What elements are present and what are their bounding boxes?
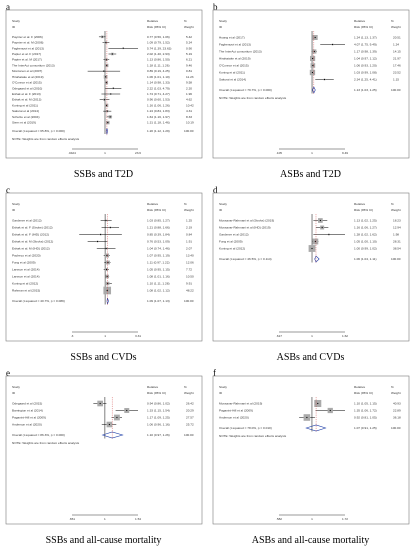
col-rr-header-2: Risk (95% CI) (354, 25, 374, 29)
weight-text: 26.42 (186, 401, 194, 406)
axis-tick-right: 9.49 (341, 151, 349, 155)
study-label: Eshak et al. M (2013) (12, 97, 42, 102)
ci-text: 1.04 (0.74, 1.46) (147, 246, 170, 251)
point-estimate (105, 76, 106, 77)
overall-label: Overall (I-squared = 79.7%, p = 0.000) (219, 88, 272, 92)
panel-letter: b (213, 2, 218, 12)
point-estimate (330, 410, 331, 411)
point-estimate (110, 227, 111, 228)
ci-text: 1.64 (1.16, 1.97) (147, 114, 170, 119)
ci-text: 1.07 (0.95, 1.19) (147, 253, 170, 258)
axis-tick-center: 1 (104, 517, 106, 521)
col-weight-header: % (184, 385, 187, 389)
point-estimate (110, 93, 111, 94)
point-estimate (315, 37, 316, 38)
overall-diamond (312, 87, 315, 93)
weight-text: 23.52 (393, 70, 401, 75)
panel-c (0, 183, 207, 366)
col-study-header: Study (219, 19, 227, 23)
weight-text: 1.24 (393, 42, 400, 47)
weight-text: 2.20 (186, 86, 193, 91)
ci-text: 1.08 (1.01, 1.16) (147, 274, 170, 279)
overall-label: Overall (I-squared = 65.8%, p = 0.000) (12, 129, 65, 134)
col-weight-header-2: Weight (391, 25, 401, 29)
panel-frame (6, 376, 202, 524)
ci-text: 1.17 (1.09, 1.25) (147, 415, 170, 420)
study-label: Eshak et al. F (IHD) (2012) (12, 232, 49, 237)
col-study-header: Study (12, 202, 20, 206)
axis-tick-left: .651 (68, 517, 76, 521)
study-label: Koning et al (2012) (12, 281, 39, 286)
study-label: Koning et al (2012) (219, 246, 246, 251)
point-estimate (123, 48, 124, 49)
study-label: Odegaard et al (2015) (12, 401, 43, 406)
study-label: Eshak et al. F (Stroke) (2012) (12, 225, 53, 230)
axis-tick-right: 1.62 (341, 334, 349, 338)
ci-text: 1.05 (1.00, 1.10) (354, 239, 377, 244)
ci-text: 1.35 (1.06, 1.72) (354, 408, 377, 413)
ci-text: 1.04 (0.97, 1.12) (354, 56, 377, 61)
col-weight-header-2: Weight (184, 391, 194, 395)
forest-plot (207, 2, 414, 167)
ci-text: 1.06 (0.93, 1.20) (354, 63, 377, 68)
point-estimate (105, 220, 106, 221)
weight-text: 12.06 (186, 260, 194, 265)
col-id-header: ID (219, 25, 223, 29)
col-id-header: ID (12, 25, 16, 29)
overall-weight-text: 100.00 (391, 257, 401, 261)
study-label: Paganini-Hill et al (2009) (219, 408, 253, 413)
point-estimate (109, 424, 110, 425)
col-rr-header-2: Risk (95% CI) (147, 391, 167, 395)
point-estimate (324, 79, 325, 80)
weights-note: NOTE: Weights are from random effects analysis (219, 434, 287, 438)
ci-text: 1.06 (0.96, 1.16) (147, 422, 170, 427)
study-label: The InterAct consortium (2013) (12, 63, 55, 68)
weight-text: 5.19 (186, 52, 193, 56)
point-estimate (312, 65, 313, 66)
study-label: Hirahatake et al (2019) (219, 56, 251, 61)
ci-text: 1.13 (1.02, 1.25) (354, 218, 377, 223)
weight-text: 8.33 (186, 114, 193, 119)
study-label: Fagherazzi et al (2013) (219, 42, 251, 47)
weight-text: 27.57 (186, 415, 194, 420)
axis-tick-left: .105 (275, 151, 283, 155)
col-weight-header-2: Weight (391, 391, 401, 395)
panel-caption: SSBs and T2D (73, 169, 134, 180)
ci-text: 1.08 (1.02, 1.12) (147, 288, 170, 293)
weight-text: 10.42 (186, 103, 194, 108)
ci-text: 1.10 (1.05, 1.15) (354, 401, 377, 406)
study-label: Mossavar-Rahmani et al (IHD) (2019) (219, 225, 271, 230)
study-label: Rahman et al (2015) (12, 288, 41, 293)
weight-text: 0.81 (186, 69, 193, 74)
point-estimate (312, 58, 313, 59)
axis-tick-right: 3.31 (134, 334, 142, 338)
overall-diamond (103, 432, 123, 438)
weight-text: 40.93 (393, 401, 401, 406)
study-label: Eshak et al. F (2013) (12, 92, 41, 96)
study-label: Paynter et al. M (2006) (12, 40, 44, 45)
weights-note: NOTE: Weights are from random effects analysis (12, 137, 80, 142)
forest-plot (0, 185, 207, 350)
weight-text: 48.22 (186, 288, 194, 293)
weight-text: 4.31 (186, 109, 193, 114)
col-weight-header: % (391, 202, 394, 206)
axis-tick-right: 23.6 (134, 151, 142, 155)
col-id-header: ID (12, 391, 16, 395)
col-weight-header: % (391, 19, 394, 23)
point-estimate (306, 417, 307, 418)
weight-text: 5.24 (186, 40, 193, 45)
weight-text: 1.96 (186, 92, 193, 96)
overall-ci-text: 1.07 (0.91, 1.25) (354, 426, 377, 430)
ci-text: 1.31 (1.18, 1.46) (147, 120, 170, 125)
col-rr-header-2: Risk (95% CI) (147, 25, 167, 29)
ci-text: 1.06 (1.01, 1.10) (147, 74, 170, 79)
panel-frame (213, 10, 409, 158)
weight-text: 28.31 (393, 239, 401, 244)
col-id-header: ID (219, 391, 223, 395)
ci-text: 1.28 (1.02, 1.62) (354, 232, 377, 237)
weight-text: 10.50 (186, 274, 194, 279)
forest-plot (0, 2, 207, 167)
point-estimate (106, 269, 107, 270)
panel-caption: ASBs and CVDs (276, 352, 345, 363)
ci-text: 1.03 (0.99, 1.08) (354, 70, 377, 75)
col-rr-header-2: Risk (95% CI) (147, 208, 167, 212)
axis-tick-center: 1 (104, 151, 106, 155)
ci-text: 1.16 (1.06, 1.27) (354, 225, 377, 230)
ci-text: 1.18 (1.11, 1.26) (147, 63, 170, 68)
panel-caption: SSBs and CVDs (70, 352, 137, 363)
study-label: Sakurai et al (2014) (219, 77, 246, 82)
ci-text: 0.85 (0.39, 1.84) (147, 232, 170, 237)
panel-letter: d (213, 185, 218, 195)
weights-note: NOTE: Weights are from random effects analysis (12, 441, 80, 445)
study-label: O'Connor et al (2015) (12, 80, 42, 85)
overall-diamond (315, 256, 319, 262)
col-weight-header: % (184, 202, 187, 206)
col-id-header: ID (12, 208, 16, 212)
study-label: Mossavar-Rahmani et al (2019) (219, 401, 263, 406)
ci-text: 1.09 (0.79, 1.52) (147, 40, 170, 45)
col-rr-header: Relative (354, 202, 366, 206)
overall-ci-text: 1.10 (0.97, 1.26) (147, 433, 170, 437)
point-estimate (103, 71, 104, 72)
col-rr-header: Relative (147, 19, 159, 23)
weight-text: 18.23 (393, 218, 401, 223)
overall-ci-text: 1.13 (1.03, 1.25) (354, 88, 377, 92)
ci-text: 4.07 (1.75, 9.49) (354, 42, 377, 47)
point-estimate (106, 248, 107, 249)
panel-caption: ASBs and all-cause mortality (251, 535, 370, 546)
ci-text: 2.02 (1.40, 2.93) (147, 52, 170, 56)
col-weight-header: % (184, 19, 187, 23)
ci-text: 2.34 (1.25, 4.41) (354, 77, 377, 82)
weight-text: 1.91 (186, 239, 193, 244)
col-id-header: ID (219, 208, 223, 212)
point-estimate (100, 234, 101, 235)
weight-text: 9.46 (186, 63, 193, 68)
panel-letter: a (6, 2, 10, 12)
study-label: The InterAct consortium (2013) (219, 49, 262, 54)
col-rr-header: Relative (147, 385, 159, 389)
point-estimate (106, 59, 107, 60)
point-estimate (100, 403, 101, 404)
panel-letter: c (6, 185, 10, 195)
axis-tick-center: 1 (311, 517, 313, 521)
ci-text: 1.13 (0.86, 1.50) (147, 57, 170, 62)
point-estimate (110, 116, 111, 117)
weight-text: 1.15 (393, 77, 400, 82)
overall-weight-text: 100.00 (184, 433, 194, 437)
ci-text: 0.92 (0.81, 1.05) (354, 415, 377, 420)
weight-text: 1.98 (393, 232, 400, 237)
col-study-header: Study (219, 202, 227, 206)
ci-text: 2.22 (1.03, 4.79) (147, 86, 170, 91)
col-weight-header-2: Weight (184, 25, 194, 29)
weight-text: 5.42 (186, 34, 193, 39)
point-estimate (105, 42, 106, 43)
panel-b (207, 0, 414, 183)
overall-label: Overall (I-squared = 86.3%, p = 0.000) (12, 433, 65, 437)
panel-frame (213, 376, 409, 524)
weight-text: 22.89 (393, 408, 401, 413)
study-label: Eshak et al. M (Stroke) (2012) (12, 239, 54, 244)
axis-tick-left: .617 (275, 334, 283, 338)
study-label: Fung et al (2009) (219, 239, 243, 244)
ci-text: 1.10 (1.11, 1.28) (147, 281, 170, 286)
overall-label: Overall (I-squared = 78.0%, p = 0.010) (219, 426, 272, 430)
ci-text: 0.94 (0.86, 1.02) (147, 401, 170, 406)
axis-tick-right: 1.72 (341, 517, 349, 521)
ci-text: 0.76 (0.53, 1.09) (147, 239, 170, 244)
panel-caption: SSBs and all-cause mortality (45, 535, 162, 546)
study-label: Anderson et al (2020) (219, 415, 249, 420)
weight-text: 25.72 (186, 422, 194, 427)
weight-text: 1.25 (186, 218, 193, 223)
weight-text: 9.91 (186, 281, 193, 286)
study-label: Schulze et al (2004) (12, 114, 40, 119)
col-study-header: Study (12, 385, 20, 389)
point-estimate (97, 241, 98, 242)
panel-caption: ASBs and T2D (280, 169, 341, 180)
ci-text: 1.33 (1.15, 1.54) (147, 408, 170, 413)
weight-text: 14.15 (393, 49, 401, 54)
ci-text: 1.05 (0.95, 1.15) (147, 267, 170, 272)
ci-text: 1.00 (0.99, 1.02) (354, 246, 377, 251)
ci-text: 0.77 (0.56, 1.06) (147, 34, 170, 39)
point-estimate (116, 417, 117, 418)
axis-tick-left: .3 (70, 334, 74, 338)
point-estimate (328, 234, 329, 235)
point-estimate (113, 88, 114, 89)
point-estimate (312, 72, 313, 73)
point-estimate (107, 122, 108, 123)
weight-text: 13.40 (186, 253, 194, 258)
axis-tick-left: .0424 (68, 151, 76, 155)
study-label: Huang et al (2017) (219, 35, 245, 40)
study-label: Eshak et al. M (IHD) (2012) (12, 246, 50, 251)
panel-letter: f (213, 368, 216, 378)
weight-text: 4.62 (186, 97, 193, 102)
ci-text: 1.24 (0.84, 1.83) (147, 109, 170, 114)
point-estimate (320, 220, 321, 221)
ci-text: 1.74 (0.71, 4.27) (147, 92, 170, 96)
weight-text: 12.94 (393, 225, 401, 230)
col-weight-header-2: Weight (391, 208, 401, 212)
point-estimate (107, 290, 108, 291)
panel-f (207, 366, 414, 549)
point-estimate (317, 403, 318, 404)
col-rr-header-2: Risk (95% CI) (354, 391, 374, 395)
ci-text: 5.74 (1.39, 23.63) (147, 46, 172, 51)
axis-tick-left: .582 (275, 517, 283, 521)
study-label: Fung et al (2009) (12, 260, 36, 265)
study-label: Papier et al. F (2017) (12, 52, 42, 56)
ci-text: 1.14 (0.98, 1.33) (147, 80, 170, 85)
study-label: Fagherazzi et al (2013) (12, 46, 44, 51)
panel-letter: e (6, 368, 10, 378)
overall-ci-text: 1.09 (1.07, 1.13) (147, 299, 170, 303)
study-label: Papier et al. M (2017) (12, 57, 42, 62)
weight-text: 0.90 (186, 46, 193, 51)
weight-text: 7.72 (186, 267, 193, 272)
axis-tick-center: 1 (311, 151, 313, 155)
study-label: O'Connor et al (2015) (219, 63, 249, 68)
col-rr-header: Relative (354, 19, 366, 23)
weight-text: 2.07 (186, 246, 193, 251)
forest-plot (207, 185, 414, 350)
col-rr-header: Relative (354, 385, 366, 389)
study-label: Sakurai et al (2014) (12, 109, 39, 114)
col-rr-header: Relative (147, 202, 159, 206)
panel-frame (213, 193, 409, 341)
point-estimate (322, 227, 323, 228)
study-label: Hirahatake et al (2019) (12, 74, 44, 79)
ci-text: 1.11 (0.97, 1.22) (147, 260, 170, 265)
ci-text: 1.21 (0.88, 1.66) (147, 225, 170, 230)
study-label: Pacheco et al (2020) (12, 253, 41, 258)
overall-weight-text: 100.00 (391, 426, 401, 430)
ci-text: 0.96 (0.60, 1.53) (147, 97, 170, 102)
overall-diamond (107, 298, 108, 304)
study-label: Barrington et al (2014) (12, 408, 43, 413)
col-rr-header-2: Risk (95% CI) (354, 208, 374, 212)
study-label: Gardener et al (2012) (219, 232, 249, 237)
weight-text: 17.46 (393, 63, 401, 68)
study-label: Larsson et al (2014) (12, 274, 40, 279)
overall-weight-text: 100.00 (184, 299, 194, 303)
study-label: Stern et al (2019) (12, 120, 36, 125)
point-estimate (332, 44, 333, 45)
point-estimate (126, 410, 127, 411)
point-estimate (112, 53, 113, 54)
ci-text: 1.17 (0.98, 1.39) (354, 49, 377, 54)
col-study-header: Study (219, 385, 227, 389)
axis-tick-center: 1 (104, 334, 106, 338)
panel-a (0, 0, 207, 183)
study-label: Larsson et al (2014) (12, 267, 40, 272)
point-estimate (104, 99, 105, 100)
overall-ci-text: 1.20 (1.12, 1.29) (147, 129, 170, 134)
study-label: Odegaard et al (2010) (12, 86, 43, 91)
weight-text: 21.97 (393, 56, 401, 61)
point-estimate (102, 36, 103, 37)
study-label: Koning et al (2011) (219, 70, 245, 75)
weight-text: 0.84 (186, 232, 193, 237)
weight-text: 10.19 (186, 120, 194, 125)
axis-tick-center: 1 (311, 334, 313, 338)
study-label: Paganini-Hill et al (2009) (12, 415, 46, 420)
col-study-header: Study (12, 19, 20, 23)
col-weight-header-2: Weight (184, 208, 194, 212)
ci-text: 1.16 (1.06, 1.26) (147, 103, 170, 108)
study-label: Paynter et al. F (2006) (12, 34, 43, 39)
forest-plot (0, 368, 207, 533)
panel-e (0, 366, 207, 549)
weight-text: 38.54 (393, 246, 401, 251)
weight-text: 2.19 (186, 225, 193, 230)
overall-label: Overall (I-squared = 46.5%, p = 0.114) (219, 257, 272, 261)
study-label: Koning et al (2011) (12, 103, 38, 108)
overall-weight-text: 100.00 (184, 129, 194, 134)
ci-text: 1.24 (1.13, 1.37) (354, 35, 377, 40)
col-weight-header: % (391, 385, 394, 389)
axis-tick-right: 1.54 (134, 517, 142, 521)
point-estimate (311, 248, 312, 249)
forest-plot (207, 368, 414, 533)
overall-weight-text: 100.00 (391, 88, 401, 92)
study-label: Mossavar-Rahmani et al (Stroke) (2019) (219, 218, 275, 223)
study-label: Gardener et al (2012) (12, 218, 42, 223)
ci-text: 1.03 (0.85, 1.27) (147, 218, 170, 223)
overall-ci-text: 1.06 (1.04, 1.11) (354, 257, 377, 261)
panel-d (207, 183, 414, 366)
study-label: Anderson et al (2020) (12, 422, 42, 427)
point-estimate (315, 241, 316, 242)
weight-text: 36.18 (393, 415, 401, 420)
weight-text: 6.21 (186, 57, 193, 62)
weight-text: 20.29 (186, 408, 194, 413)
ci-text: 0.89 (0.19, 4.25) (147, 69, 170, 74)
weight-text: 11.23 (186, 74, 194, 79)
weight-text: 9.58 (186, 80, 193, 85)
weights-note: NOTE: Weights are from random effects analysis (219, 96, 287, 100)
study-label: Montonen et al (2007) (12, 69, 43, 74)
weight-text: 20.51 (393, 35, 401, 40)
overall-label: Overall (I-squared = 40.7%, p = 0.089) (12, 299, 65, 303)
